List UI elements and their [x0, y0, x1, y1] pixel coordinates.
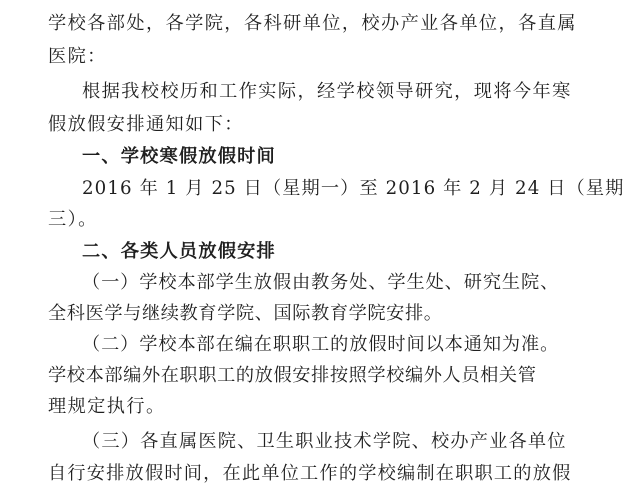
salutation-line-2: 医院： — [48, 46, 107, 67]
holiday-period-line-1: 2016 年 1 月 25 日（星期一）至 2016 年 2 月 24 日（星期 — [82, 178, 624, 199]
item-1-line-2: 全科医学与继续教育学院、国际教育学院安排。 — [48, 303, 443, 324]
section-heading-1: 一、学校寒假放假时间 — [82, 146, 276, 167]
intro-paragraph-line-1: 根据我校校历和工作实际，经学校领导研究，现将今年寒 — [82, 81, 572, 102]
item-2-line-3: 理规定执行。 — [48, 396, 166, 417]
salutation-line-1: 学校各部处，各学院，各科研单位，校办产业各单位，各直属 — [48, 13, 577, 34]
item-1-line-1: （一）学校本部学生放假由教务处、学生处、研究生院、 — [82, 272, 560, 293]
intro-paragraph-line-2: 假放假安排通知如下： — [48, 114, 244, 135]
item-3-line-2: 自行安排放假时间，在此单位工作的学校编制在职职工的放假 — [48, 463, 572, 484]
item-2-line-2: 学校本部编外在职职工的放假安排按照学校编外人员相关管 — [48, 365, 537, 386]
section-heading-2: 二、各类人员放假安排 — [82, 241, 276, 262]
item-2-line-1: （二）学校本部在编在职职工的放假时间以本通知为准。 — [82, 334, 560, 355]
holiday-period-line-2: 三）。 — [48, 209, 98, 230]
item-3-line-1: （三）各直属医院、卫生职业技术学院、校办产业各单位 — [82, 431, 567, 452]
